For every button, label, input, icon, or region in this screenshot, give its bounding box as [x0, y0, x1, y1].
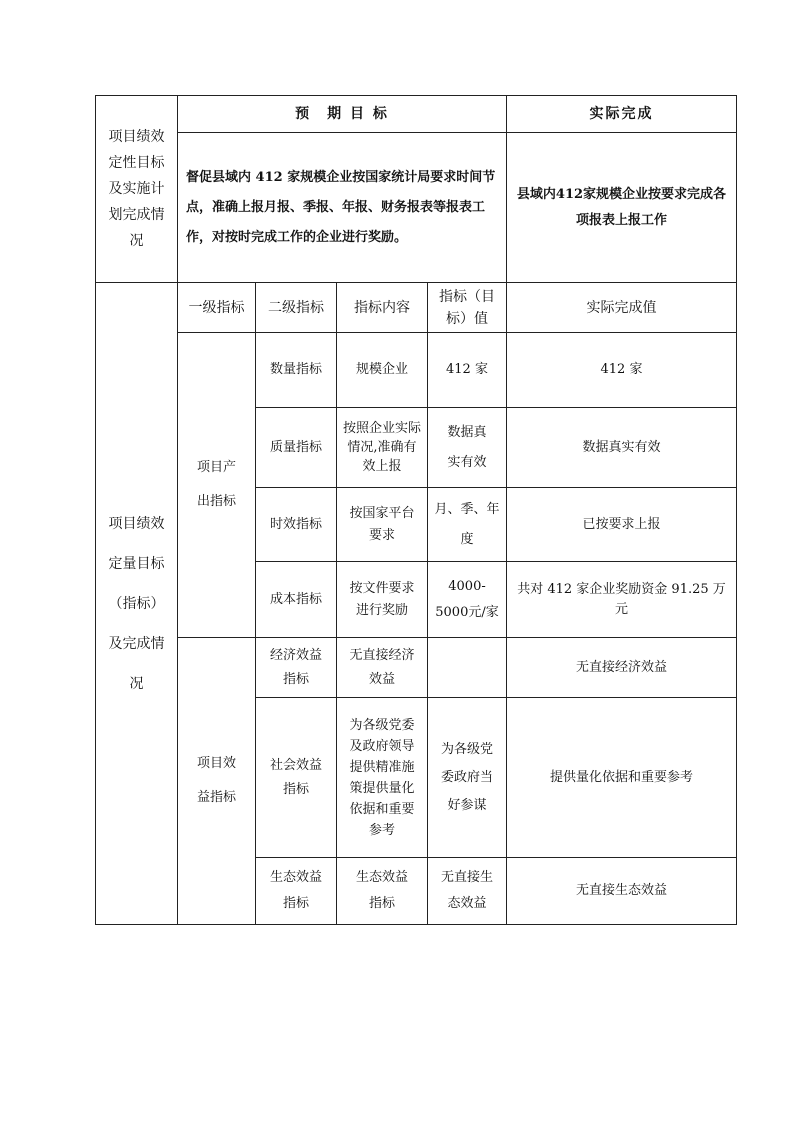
output-actual: 共对 412 家企业奖励资金 91.25 万元	[506, 561, 737, 638]
output-target: 数据真实有效	[427, 407, 507, 488]
benefit-level2: 经济效益指标	[255, 637, 337, 698]
benefit-target: 无直接生态效益	[427, 857, 507, 925]
benefit-level2: 社会效益指标	[255, 697, 337, 858]
output-content: 按文件要求进行奖励	[336, 561, 428, 638]
benefit-content: 为各级党委及政府领导提供精准施策提供量化依据和重要参考	[336, 697, 428, 858]
output-content: 按照企业实际情况,准确有效上报	[336, 407, 428, 488]
output-content: 规模企业	[336, 332, 428, 408]
benefit-target	[427, 637, 507, 698]
benefit-actual: 提供量化依据和重要参考	[506, 697, 737, 858]
qualitative-row-label	[95, 95, 178, 283]
header-content: 指标内容	[336, 282, 428, 333]
quantitative-row-label-text: 项目绩效定量目标（指标）及完成情况	[108, 515, 165, 692]
benefit-actual: 无直接生态效益	[506, 857, 737, 925]
benefit-content: 生态效益指标	[336, 857, 428, 925]
output-actual: 412 家	[506, 332, 737, 408]
output-target: 4000-5000元/家	[427, 561, 507, 638]
output-level2: 数量指标	[255, 332, 337, 408]
header-actual: 实际完成值	[506, 282, 737, 333]
benefit-target: 为各级党委政府当好参谋	[427, 697, 507, 858]
benefit-content: 无直接经济效益	[336, 637, 428, 698]
header-level1: 一级指标	[177, 282, 256, 333]
benefit-group-label: 项目效益指标	[177, 637, 256, 925]
planned-target-header: 预 期 目 标	[177, 95, 507, 133]
output-level2: 成本指标	[255, 561, 337, 638]
output-group-label: 项目产出指标	[177, 332, 256, 638]
output-actual: 已按要求上报	[506, 487, 737, 562]
planned-target-text: 督促县域内 412 家规模企业按国家统计局要求时间节点，准确上报月报、季报、年报、财务报表等报表工作，对按时完成工作的企业进行奖励。	[177, 132, 507, 283]
actual-completion-text: 县域内412家规模企业按要求完成各项报表上报工作	[506, 132, 737, 283]
output-level2: 质量指标	[255, 407, 337, 488]
output-content: 按国家平台要求	[336, 487, 428, 562]
benefit-level2: 生态效益指标	[255, 857, 337, 925]
output-actual: 数据真实有效	[506, 407, 737, 488]
qualitative-row-label-text: 项目绩效定性目标及实施计划完成情况	[108, 129, 165, 249]
quantitative-row-label	[95, 282, 178, 925]
output-target: 412 家	[427, 332, 507, 408]
header-level2: 二级指标	[255, 282, 337, 333]
benefit-actual: 无直接经济效益	[506, 637, 737, 698]
output-level2: 时效指标	[255, 487, 337, 562]
header-target: 指标（目标）值	[427, 282, 507, 333]
output-target: 月、季、年度	[427, 487, 507, 562]
actual-completion-header: 实际完成	[506, 95, 737, 133]
